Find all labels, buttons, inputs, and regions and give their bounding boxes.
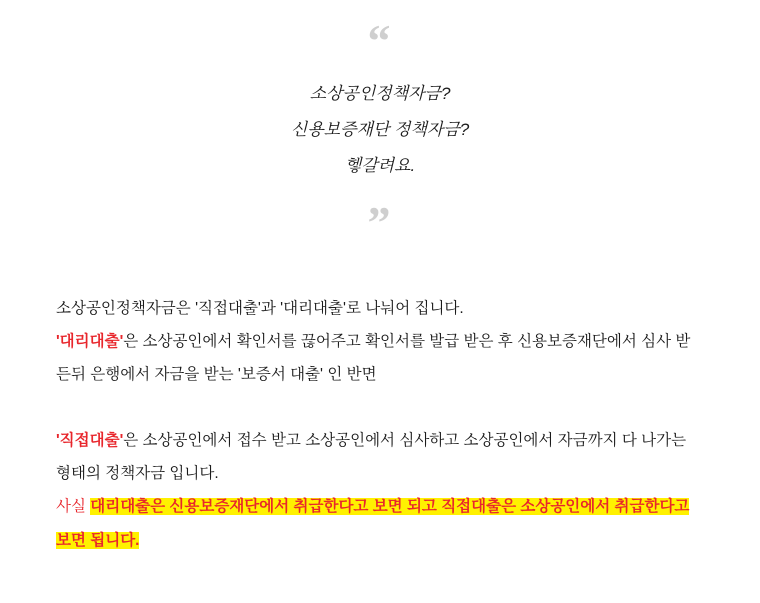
quote-line-2: 신용보증재단 정책자금?	[290, 120, 470, 139]
term-daeri-daechul: '대리대출'	[56, 333, 124, 350]
paragraph-jikjeop-text: 은 소상공인에서 접수 받고 소상공인에서 심사하고 소상공인에서 자금까지 다 나가는 형태의 정책자금 입니다.	[56, 432, 687, 482]
quote-text	[0, 76, 760, 184]
summary-lead: 사실	[56, 498, 91, 515]
paragraph-summary	[56, 490, 704, 558]
paragraph-spacer	[56, 391, 704, 424]
summary-highlighted-text: 대리대출은 신용보증재단에서 취급한다고 보면 되고 직접대출은 소상공인에서 취급한다고 보면 됩니다.	[56, 498, 690, 549]
quote-open-mark: “	[367, 15, 393, 66]
quote-line-3: 헿갈려요.	[344, 156, 416, 175]
paragraph-jikjeop	[56, 424, 704, 490]
quote-line-1: 소상공인정책자금?	[309, 84, 451, 103]
quote-close-mark: ”	[367, 197, 393, 248]
term-jikjeop-daechul: '직접대출'	[56, 432, 124, 449]
paragraph-daeri	[56, 325, 704, 391]
article-body	[0, 292, 760, 558]
paragraph-intro-text: 소상공인정책자금은 '직접대출'과 '대리대출'로 나눠어 집니다.	[56, 300, 464, 317]
paragraph-daeri-text: 은 소상공인에서 확인서를 끊어주고 확인서를 발급 받은 후 신용보증재단에서 심사 받든뒤 은행에서 자금을 받는 '보증서 대출' 인 반면	[56, 333, 691, 383]
paragraph-intro	[56, 292, 704, 325]
pull-quote	[0, 0, 760, 248]
